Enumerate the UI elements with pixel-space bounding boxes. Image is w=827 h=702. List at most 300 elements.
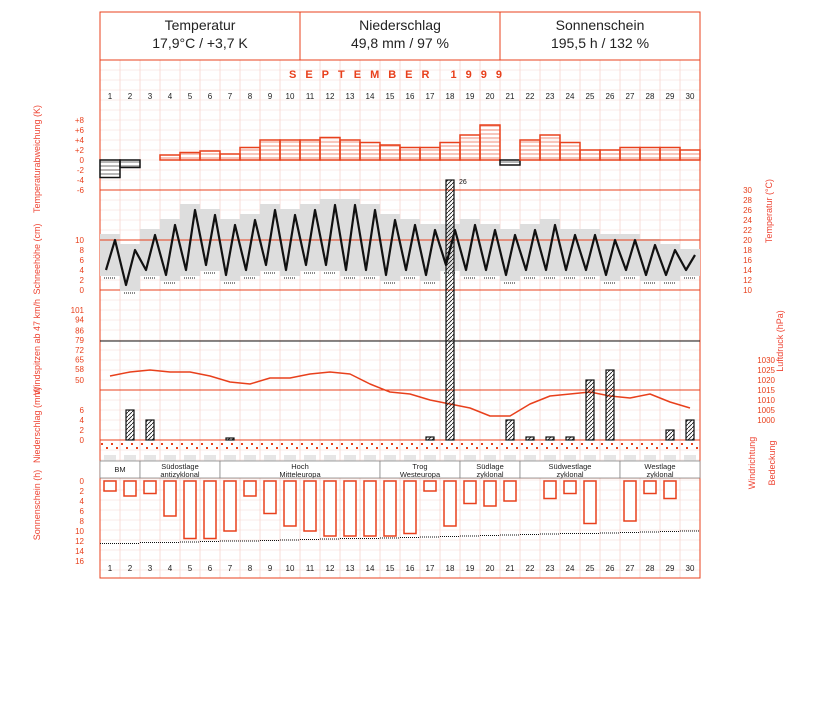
temp-dev-tick: +4 bbox=[74, 136, 84, 145]
wind-dir-marker bbox=[261, 443, 263, 445]
sunshine-bar bbox=[304, 481, 316, 531]
cloud-cover-cell bbox=[304, 455, 316, 461]
pressure-tick: 1005 bbox=[757, 406, 775, 415]
sun-tick: 8 bbox=[79, 517, 84, 526]
pressure-tick: 1020 bbox=[757, 376, 775, 385]
day-label-top: 29 bbox=[665, 92, 675, 101]
day-label-top: 13 bbox=[345, 92, 355, 101]
day-label-top: 6 bbox=[207, 92, 213, 101]
wind-dir-marker bbox=[146, 447, 148, 449]
weather-type-label: Südlage bbox=[476, 462, 504, 471]
snow-tick: 0 bbox=[79, 286, 84, 295]
cloud-cover-cell bbox=[164, 455, 176, 461]
cloud-cover-cell bbox=[504, 455, 516, 461]
wind-dir-marker bbox=[301, 443, 303, 445]
temp-dev-bar bbox=[360, 143, 380, 161]
day-label-bottom: 3 bbox=[147, 564, 153, 573]
precip-bar bbox=[446, 180, 454, 440]
cloud-cover-cell bbox=[544, 455, 556, 461]
wind-dir-marker bbox=[631, 443, 633, 445]
snow-tick: 10 bbox=[75, 236, 84, 245]
precip-bar bbox=[526, 437, 534, 440]
temp-dev-tick: -4 bbox=[76, 176, 84, 185]
wind-dir-marker bbox=[271, 443, 273, 445]
temp-axis-label: Temperatur (°C) bbox=[764, 178, 774, 244]
pressure-tick: 1025 bbox=[757, 366, 775, 375]
day-label-top: 27 bbox=[625, 92, 635, 101]
temp-tick: 22 bbox=[743, 226, 752, 235]
weather-type-label: BM bbox=[114, 465, 126, 474]
sunshine-bar bbox=[224, 481, 236, 531]
wind-dir-marker bbox=[166, 447, 168, 449]
temp-dev-bar bbox=[260, 140, 280, 160]
precipitation-value: 49,8 mm / 97 % bbox=[350, 35, 450, 51]
wind-dir-marker bbox=[191, 443, 193, 445]
sunshine-bar bbox=[384, 481, 396, 536]
wind-dir-marker bbox=[696, 447, 698, 449]
wind-dir-marker bbox=[426, 447, 428, 449]
temp-tick: 10 bbox=[743, 286, 752, 295]
wind-dir-marker bbox=[666, 447, 668, 449]
weather-type-label: zyklonal bbox=[476, 470, 504, 479]
wind-dir-marker bbox=[636, 447, 638, 449]
day-label-bottom: 23 bbox=[545, 564, 555, 573]
weather-type-label: Westlage bbox=[644, 462, 676, 471]
temp-tick: 28 bbox=[743, 196, 752, 205]
wind-dir-marker bbox=[406, 447, 408, 449]
cloud-cover-cell bbox=[184, 455, 196, 461]
cloud-cover-cell bbox=[144, 455, 156, 461]
temp-dev-bar bbox=[220, 154, 240, 160]
wind-dir-marker bbox=[386, 447, 388, 449]
day-label-top: 19 bbox=[465, 92, 475, 101]
wind-dir-marker bbox=[686, 447, 688, 449]
day-label-bottom: 9 bbox=[267, 564, 273, 573]
precip-bar bbox=[506, 420, 514, 440]
temp-dev-bar bbox=[560, 143, 580, 161]
day-label-bottom: 13 bbox=[345, 564, 355, 573]
precip-bar bbox=[226, 438, 234, 440]
wind-dir-marker bbox=[606, 447, 608, 449]
temp-dev-tick: 0 bbox=[79, 156, 84, 165]
temperature-value: 17,9°C / +3,7 K bbox=[152, 35, 248, 51]
precip-tick: 0 bbox=[79, 436, 84, 445]
wind-dir-marker bbox=[376, 447, 378, 449]
day-label-top: 9 bbox=[267, 92, 273, 101]
wind-dir-marker bbox=[176, 447, 178, 449]
wind-dir-marker bbox=[311, 443, 313, 445]
cloud-cover-cell bbox=[604, 455, 616, 461]
wind-dir-marker bbox=[626, 447, 628, 449]
temp-dev-bar bbox=[680, 150, 700, 160]
day-label-top: 14 bbox=[365, 92, 375, 101]
precip-bar bbox=[666, 430, 674, 440]
sunshine-bar bbox=[264, 481, 276, 514]
wind-dir-marker bbox=[336, 447, 338, 449]
day-label-bottom: 25 bbox=[585, 564, 595, 573]
sun-tick: 14 bbox=[75, 547, 84, 556]
temp-dev-bar bbox=[240, 148, 260, 161]
temp-dev-bar bbox=[380, 145, 400, 160]
precip-bar bbox=[426, 437, 434, 440]
day-label-bottom: 24 bbox=[565, 564, 575, 573]
wind-dir-marker bbox=[221, 443, 223, 445]
wind-dir-marker bbox=[536, 447, 538, 449]
temp-dev-bar bbox=[280, 140, 300, 160]
sunshine-bar bbox=[244, 481, 256, 496]
temp-tick: 20 bbox=[743, 236, 752, 245]
wind-dir-marker bbox=[671, 443, 673, 445]
precip-tick: 6 bbox=[79, 406, 84, 415]
sunshine-bar bbox=[664, 481, 676, 499]
cover-axis-label: Bedeckung bbox=[767, 440, 777, 486]
day-label-top: 30 bbox=[685, 92, 695, 101]
wind-axis-label: Windspitzen ab 47 km/h bbox=[32, 298, 42, 396]
cloud-cover-cell bbox=[244, 455, 256, 461]
wind-dir-marker bbox=[531, 443, 533, 445]
wind-dir-marker bbox=[691, 443, 693, 445]
cloud-cover-cell bbox=[584, 455, 596, 461]
cloud-cover-cell bbox=[424, 455, 436, 461]
sun-tick: 10 bbox=[75, 527, 84, 536]
wind-dir-marker bbox=[611, 443, 613, 445]
wind-tick: 79 bbox=[75, 336, 84, 346]
day-label-top: 28 bbox=[645, 92, 655, 101]
pressure-tick: 1010 bbox=[757, 396, 775, 405]
day-label-bottom: 8 bbox=[247, 564, 253, 573]
temp-dev-bar bbox=[480, 125, 500, 160]
weather-type-label: Westeuropa bbox=[399, 470, 441, 479]
temp-tick: 26 bbox=[743, 206, 752, 215]
wind-dir-marker bbox=[321, 443, 323, 445]
cloud-cover-cell bbox=[464, 455, 476, 461]
wind-dir-marker bbox=[501, 443, 503, 445]
day-label-top: 25 bbox=[585, 92, 595, 101]
wind-dir-marker bbox=[396, 447, 398, 449]
precip-tick: 2 bbox=[79, 426, 84, 435]
wind-dir-marker bbox=[581, 443, 583, 445]
day-label-top: 15 bbox=[385, 92, 395, 101]
cloud-cover-cell bbox=[684, 455, 696, 461]
temp-dev-bar bbox=[180, 153, 200, 161]
sunshine-bar bbox=[624, 481, 636, 521]
day-label-bottom: 30 bbox=[685, 564, 695, 573]
day-label-top: 24 bbox=[565, 92, 575, 101]
wind-dir-marker bbox=[266, 447, 268, 449]
wind-dir-marker bbox=[326, 447, 328, 449]
wind-dir-marker bbox=[216, 447, 218, 449]
wind-dir-marker bbox=[461, 443, 463, 445]
cloud-cover-cell bbox=[484, 455, 496, 461]
wind-dir-marker bbox=[411, 443, 413, 445]
precip-bar bbox=[566, 437, 574, 440]
wind-dir-marker bbox=[491, 443, 493, 445]
wind-dir-marker bbox=[616, 447, 618, 449]
sunshine-bar bbox=[424, 481, 436, 491]
wind-dir-marker bbox=[161, 443, 163, 445]
precipitation-title: Niederschlag bbox=[359, 17, 441, 33]
day-label-bottom: 2 bbox=[127, 564, 133, 573]
temp-tick: 14 bbox=[743, 266, 752, 275]
day-label-bottom: 11 bbox=[305, 564, 315, 573]
wind-dir-marker bbox=[661, 443, 663, 445]
sun-tick: 16 bbox=[75, 557, 84, 566]
pressure-axis-label: Luftdruck (hPa) bbox=[775, 310, 785, 372]
day-label-bottom: 26 bbox=[605, 564, 615, 573]
precip-bar bbox=[686, 420, 694, 440]
month-title: SEPTEMBER 1999 bbox=[289, 69, 511, 81]
wind-dir-marker bbox=[571, 443, 573, 445]
wind-dir-marker bbox=[466, 447, 468, 449]
wind-dir-marker bbox=[226, 447, 228, 449]
wind-dir-marker bbox=[316, 447, 318, 449]
wind-dir-marker bbox=[556, 447, 558, 449]
wind-dir-marker bbox=[541, 443, 543, 445]
wind-dir-marker bbox=[486, 447, 488, 449]
sunshine-value: 195,5 h / 132 % bbox=[550, 35, 650, 51]
day-label-bottom: 20 bbox=[485, 564, 495, 573]
precip-bar bbox=[126, 410, 134, 440]
wind-dir-marker bbox=[561, 443, 563, 445]
wind-dir-marker bbox=[101, 443, 103, 445]
wind-dir-marker bbox=[471, 443, 473, 445]
sun-tick: 12 bbox=[75, 537, 84, 546]
temp-dev-bar bbox=[200, 151, 220, 160]
wind-dir-marker bbox=[446, 447, 448, 449]
wind-dir-marker bbox=[106, 447, 108, 449]
day-label-top: 21 bbox=[505, 92, 515, 101]
day-label-bottom: 28 bbox=[645, 564, 655, 573]
temp-tick: 18 bbox=[743, 246, 752, 255]
precip-bar bbox=[146, 420, 154, 440]
sunshine-bar bbox=[484, 481, 496, 506]
wind-dir-marker bbox=[451, 443, 453, 445]
sunshine-bar bbox=[364, 481, 376, 536]
day-label-top: 23 bbox=[545, 92, 555, 101]
wind-dir-marker bbox=[211, 443, 213, 445]
wind-dir-marker bbox=[676, 447, 678, 449]
wind-dir-marker bbox=[521, 443, 523, 445]
cloud-cover-cell bbox=[624, 455, 636, 461]
temp-dev-bar bbox=[540, 135, 560, 160]
wind-dir-marker bbox=[306, 447, 308, 449]
temp-dev-bar bbox=[600, 150, 620, 160]
day-label-top: 12 bbox=[325, 92, 335, 101]
day-label-bottom: 16 bbox=[405, 564, 415, 573]
wind-dir-marker bbox=[251, 443, 253, 445]
day-label-bottom: 15 bbox=[385, 564, 395, 573]
cloud-cover-cell bbox=[324, 455, 336, 461]
wind-tick: 86 bbox=[75, 326, 84, 336]
day-label-top: 20 bbox=[485, 92, 495, 101]
wind-dir-marker bbox=[366, 447, 368, 449]
sunshine-bar bbox=[184, 481, 196, 539]
sunshine-bar bbox=[324, 481, 336, 536]
weather-type-label: zyklonal bbox=[556, 470, 584, 479]
wind-dir-marker bbox=[156, 447, 158, 449]
day-label-bottom: 6 bbox=[207, 564, 213, 573]
wind-dir-marker bbox=[136, 447, 138, 449]
temp-dev-tick: +6 bbox=[74, 126, 84, 135]
wind-dir-marker bbox=[381, 443, 383, 445]
day-label-top: 8 bbox=[247, 92, 253, 101]
weather-type-label: antizyklonal bbox=[160, 470, 200, 479]
wind-dir-marker bbox=[296, 447, 298, 449]
sunshine-bar bbox=[204, 481, 216, 539]
temp-dev-bar bbox=[340, 140, 360, 160]
temp-dev-bar bbox=[500, 160, 520, 165]
temp-dev-bar bbox=[400, 148, 420, 161]
wind-dir-marker bbox=[186, 447, 188, 449]
wind-dir-marker bbox=[621, 443, 623, 445]
pressure-tick: 1030 bbox=[757, 356, 775, 365]
precip-bar bbox=[586, 380, 594, 440]
temp-dev-bar bbox=[640, 148, 660, 161]
wind-dir-marker bbox=[276, 447, 278, 449]
wind-dir-marker bbox=[456, 447, 458, 449]
wind-dir-marker bbox=[256, 447, 258, 449]
wind-dir-marker bbox=[291, 443, 293, 445]
temp-tick: 12 bbox=[743, 276, 752, 285]
sunshine-bar bbox=[344, 481, 356, 536]
wind-dir-marker bbox=[151, 443, 153, 445]
sunshine-bar bbox=[544, 481, 556, 499]
sunshine-bar bbox=[124, 481, 136, 496]
day-label-top: 16 bbox=[405, 92, 415, 101]
wind-dir-marker bbox=[331, 443, 333, 445]
temp-dev-bar bbox=[460, 135, 480, 160]
wind-tick: 58 bbox=[75, 365, 84, 375]
precip-bar bbox=[606, 370, 614, 440]
temp-dev-bar bbox=[320, 138, 340, 161]
temp-dev-tick: +8 bbox=[74, 116, 84, 125]
wind-dir-marker bbox=[356, 447, 358, 449]
temp-dev-axis-label: Temperaturabweichung (K) bbox=[32, 104, 42, 214]
wind-dir-marker bbox=[516, 447, 518, 449]
sunshine-bar bbox=[144, 481, 156, 494]
day-label-bottom: 18 bbox=[445, 564, 455, 573]
precip-bar-label: 26 bbox=[459, 179, 467, 186]
snow-tick: 8 bbox=[79, 246, 84, 255]
cloud-cover-cell bbox=[644, 455, 656, 461]
snow-axis-label: Schneehöhe (cm) bbox=[32, 223, 42, 295]
wind-dir-marker bbox=[201, 443, 203, 445]
wind-dir-marker bbox=[546, 447, 548, 449]
cloud-cover-cell bbox=[104, 455, 116, 461]
wind-tick: 101 bbox=[70, 306, 84, 315]
cloud-cover-cell bbox=[204, 455, 216, 461]
wind-dir-marker bbox=[116, 447, 118, 449]
day-label-bottom: 27 bbox=[625, 564, 635, 573]
wind-dir-marker bbox=[526, 447, 528, 449]
wind-dir-marker bbox=[126, 447, 128, 449]
wind-dir-marker bbox=[656, 447, 658, 449]
day-label-bottom: 17 bbox=[425, 564, 435, 573]
wind-dir-marker bbox=[596, 447, 598, 449]
precip-axis-label: Niederschlag (mm) bbox=[32, 386, 42, 464]
day-label-bottom: 1 bbox=[107, 564, 113, 573]
wind-dir-marker bbox=[641, 443, 643, 445]
sun-tick: 0 bbox=[79, 477, 84, 486]
day-label-top: 5 bbox=[187, 92, 193, 101]
temp-dev-bar bbox=[160, 155, 180, 160]
day-label-bottom: 14 bbox=[365, 564, 375, 573]
wind-dir-marker bbox=[231, 443, 233, 445]
temp-dev-bar bbox=[420, 148, 440, 161]
wind-tick: 94 bbox=[75, 315, 84, 325]
wind-dir-marker bbox=[131, 443, 133, 445]
precip-bar bbox=[546, 437, 554, 440]
wind-dir-marker bbox=[586, 447, 588, 449]
cloud-cover-cell bbox=[284, 455, 296, 461]
wind-dir-marker bbox=[416, 447, 418, 449]
cloud-cover-cell bbox=[404, 455, 416, 461]
temp-dev-tick: -6 bbox=[76, 186, 84, 195]
wind-dir-marker bbox=[281, 443, 283, 445]
wind-dir-marker bbox=[431, 443, 433, 445]
sunshine-title: Sonnenschein bbox=[555, 17, 645, 33]
cloud-cover-cell bbox=[524, 455, 536, 461]
pressure-tick: 1015 bbox=[757, 386, 775, 395]
sunshine-bar bbox=[404, 481, 416, 534]
wind-dir-marker bbox=[566, 447, 568, 449]
weather-type-label: Südostlage bbox=[161, 462, 199, 471]
wind-dir-marker bbox=[601, 443, 603, 445]
cloud-cover-cell bbox=[664, 455, 676, 461]
wind-dir-marker bbox=[506, 447, 508, 449]
wind-dir-marker bbox=[576, 447, 578, 449]
wind-dir-marker bbox=[551, 443, 553, 445]
sun-tick: 2 bbox=[79, 487, 84, 496]
wind-dir-marker bbox=[481, 443, 483, 445]
wind-dir-marker bbox=[341, 443, 343, 445]
day-label-top: 10 bbox=[285, 92, 295, 101]
pressure-tick: 1000 bbox=[757, 416, 775, 425]
day-label-bottom: 19 bbox=[465, 564, 475, 573]
sunshine-bar bbox=[644, 481, 656, 494]
wind-dir-marker bbox=[346, 447, 348, 449]
wind-dir-marker bbox=[286, 447, 288, 449]
weather-type-label: zyklonal bbox=[646, 470, 674, 479]
temp-dev-bar bbox=[100, 160, 120, 178]
wind-dir-marker bbox=[246, 447, 248, 449]
day-label-top: 26 bbox=[605, 92, 615, 101]
wind-dir-marker bbox=[361, 443, 363, 445]
sunshine-bar bbox=[164, 481, 176, 516]
wind-dir-marker bbox=[436, 447, 438, 449]
day-label-bottom: 22 bbox=[525, 564, 535, 573]
day-label-bottom: 4 bbox=[167, 564, 173, 573]
weather-type-label: Südwestlage bbox=[548, 462, 592, 471]
day-label-top: 1 bbox=[107, 92, 113, 101]
cloud-cover-cell bbox=[564, 455, 576, 461]
temp-dev-tick: -2 bbox=[76, 166, 84, 175]
day-label-top: 18 bbox=[445, 92, 455, 101]
wind-dir-marker bbox=[681, 443, 683, 445]
day-label-top: 11 bbox=[305, 92, 315, 101]
temp-dev-bar bbox=[120, 160, 140, 168]
precip-tick: 4 bbox=[79, 416, 84, 425]
wind-dir-marker bbox=[196, 447, 198, 449]
snow-tick: 2 bbox=[79, 276, 84, 285]
wind-dir-marker bbox=[421, 443, 423, 445]
temp-dev-bar bbox=[660, 148, 680, 161]
cloud-cover-cell bbox=[224, 455, 236, 461]
wind-dir-marker bbox=[111, 443, 113, 445]
wind-dir-marker bbox=[441, 443, 443, 445]
day-label-bottom: 7 bbox=[227, 564, 233, 573]
weather-type-label: Hoch bbox=[291, 462, 309, 471]
